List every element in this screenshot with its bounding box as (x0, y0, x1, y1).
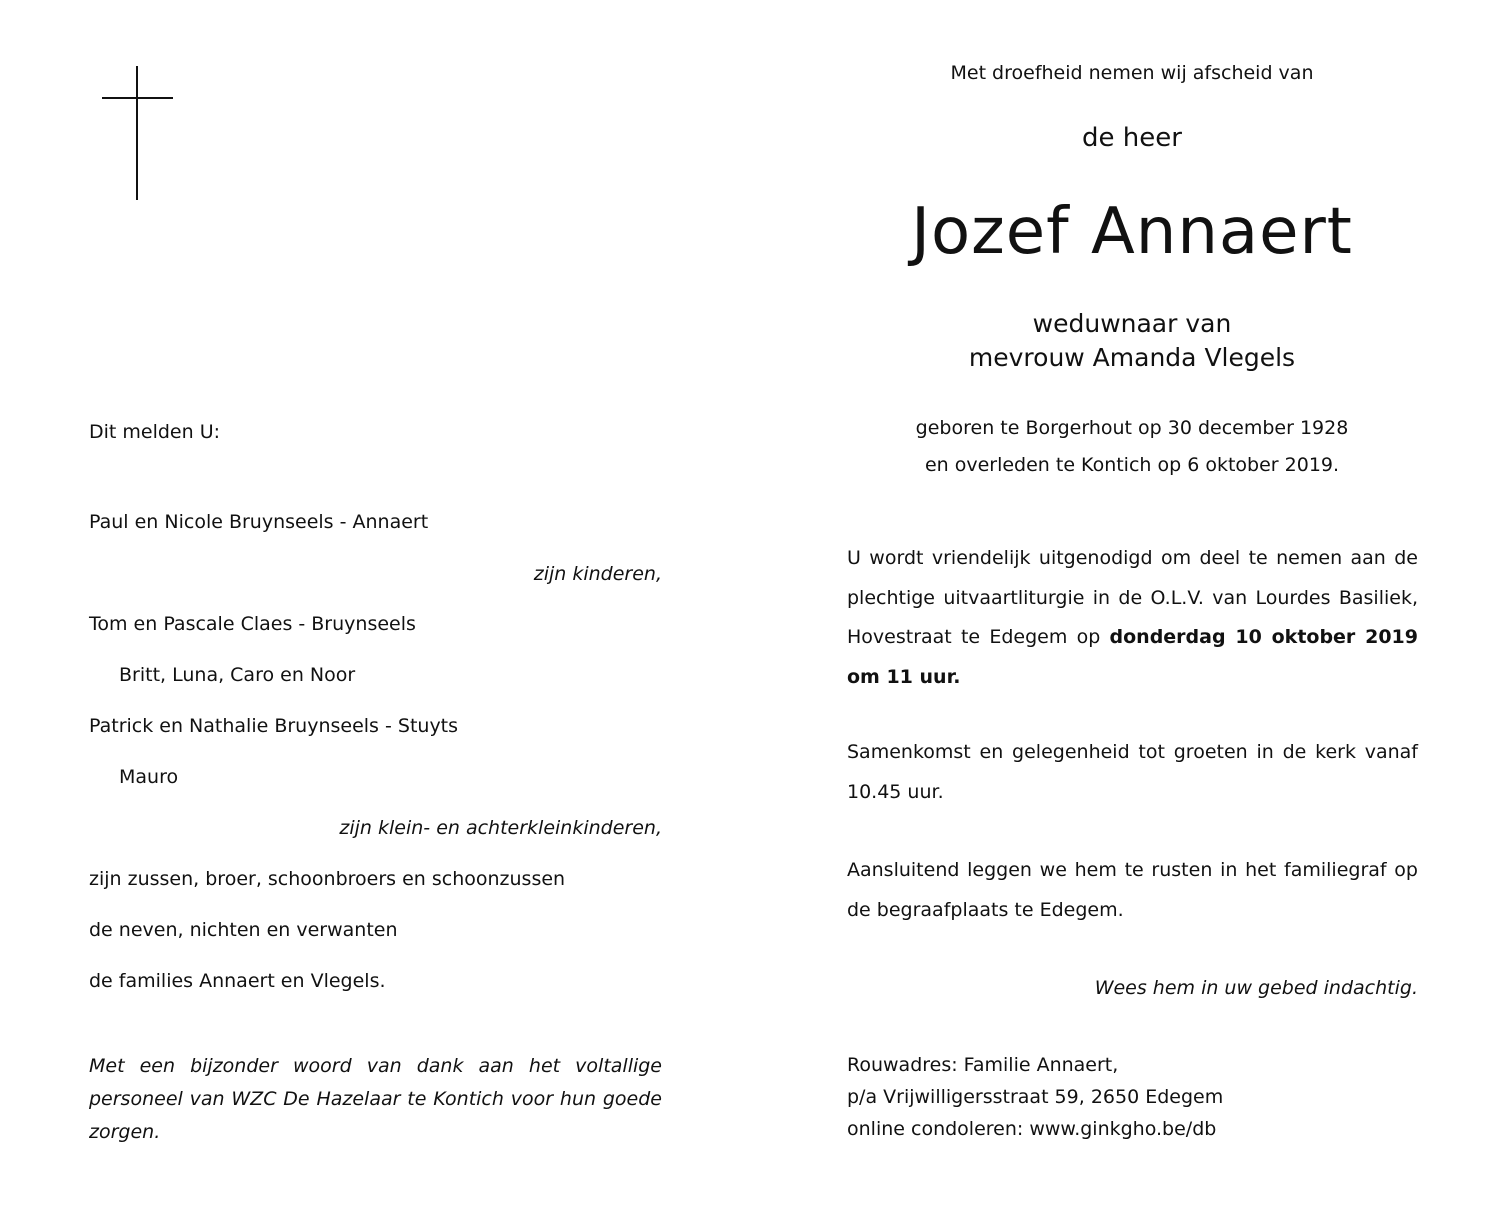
honorific: de heer (1082, 123, 1182, 153)
birth-line: geboren te Borgerhout op 30 december 1928 (915, 417, 1349, 439)
thanks-text: Met een bijzonder woord van dank aan het voltallige personeel van WZC De Hazelaar te Kontich voor hun goede zorgen. (89, 1055, 662, 1143)
address-line: Rouwadres: Familie Annaert, (847, 1054, 1119, 1076)
condolence-line: online condoleren: www.ginkgho.be/db (847, 1118, 1217, 1140)
family-role-grandchildren: zijn klein- en achterkleinkinderen, (339, 817, 662, 839)
grandchildren-line: Britt, Luna, Caro en Noor (119, 664, 356, 686)
gathering-paragraph: Samenkomst en gelegenheid tot groeten in de kerk vanaf 10.45 uur. (847, 741, 1418, 803)
widower-line: weduwnaar van (1032, 309, 1232, 338)
family-line: de families Annaert en Vlegels. (89, 970, 386, 992)
invitation-paragraph (847, 539, 1418, 697)
family-line: zijn zussen, broer, schoonbroers en schoonzussen (89, 868, 566, 890)
ceremony-datetime: donderdag 10 oktober 2019 om 11 uur. (847, 626, 1418, 688)
prayer-line: Wees hem in uw gebed indachtig. (1094, 977, 1418, 999)
family-line: Patrick en Nathalie Bruynseels - Stuyts (89, 715, 459, 737)
intro-text: Dit melden U: (89, 421, 221, 443)
deceased-name: Jozef Annaert (911, 195, 1353, 269)
family-line: Paul en Nicole Bruynseels - Annaert (89, 511, 429, 533)
family-line: Tom en Pascale Claes - Bruynseels (89, 613, 416, 635)
grandchildren-line: Mauro (119, 766, 179, 788)
spouse-name: mevrouw Amanda Vlegels (968, 343, 1296, 372)
family-line: de neven, nichten en verwanten (89, 919, 398, 941)
opening-line: Met droefheid nemen wij afscheid van (950, 62, 1314, 84)
address-line: p/a Vrijwilligersstraat 59, 2650 Edegem (847, 1086, 1224, 1108)
death-line: en overleden te Kontich op 6 oktober 2019. (924, 454, 1340, 476)
burial-paragraph: Aansluitend leggen we hem te rusten in het familiegraf op de begraafplaats te Edegem. (847, 859, 1418, 921)
family-role-children: zijn kinderen, (533, 563, 662, 585)
invitation-text: U wordt vriendelijk uitgenodigd om deel te nemen aan de plechtige uitvaartliturgie in de O.L.V. van Lourdes Basiliek, Hovestraat te Edegem op (847, 547, 1418, 648)
